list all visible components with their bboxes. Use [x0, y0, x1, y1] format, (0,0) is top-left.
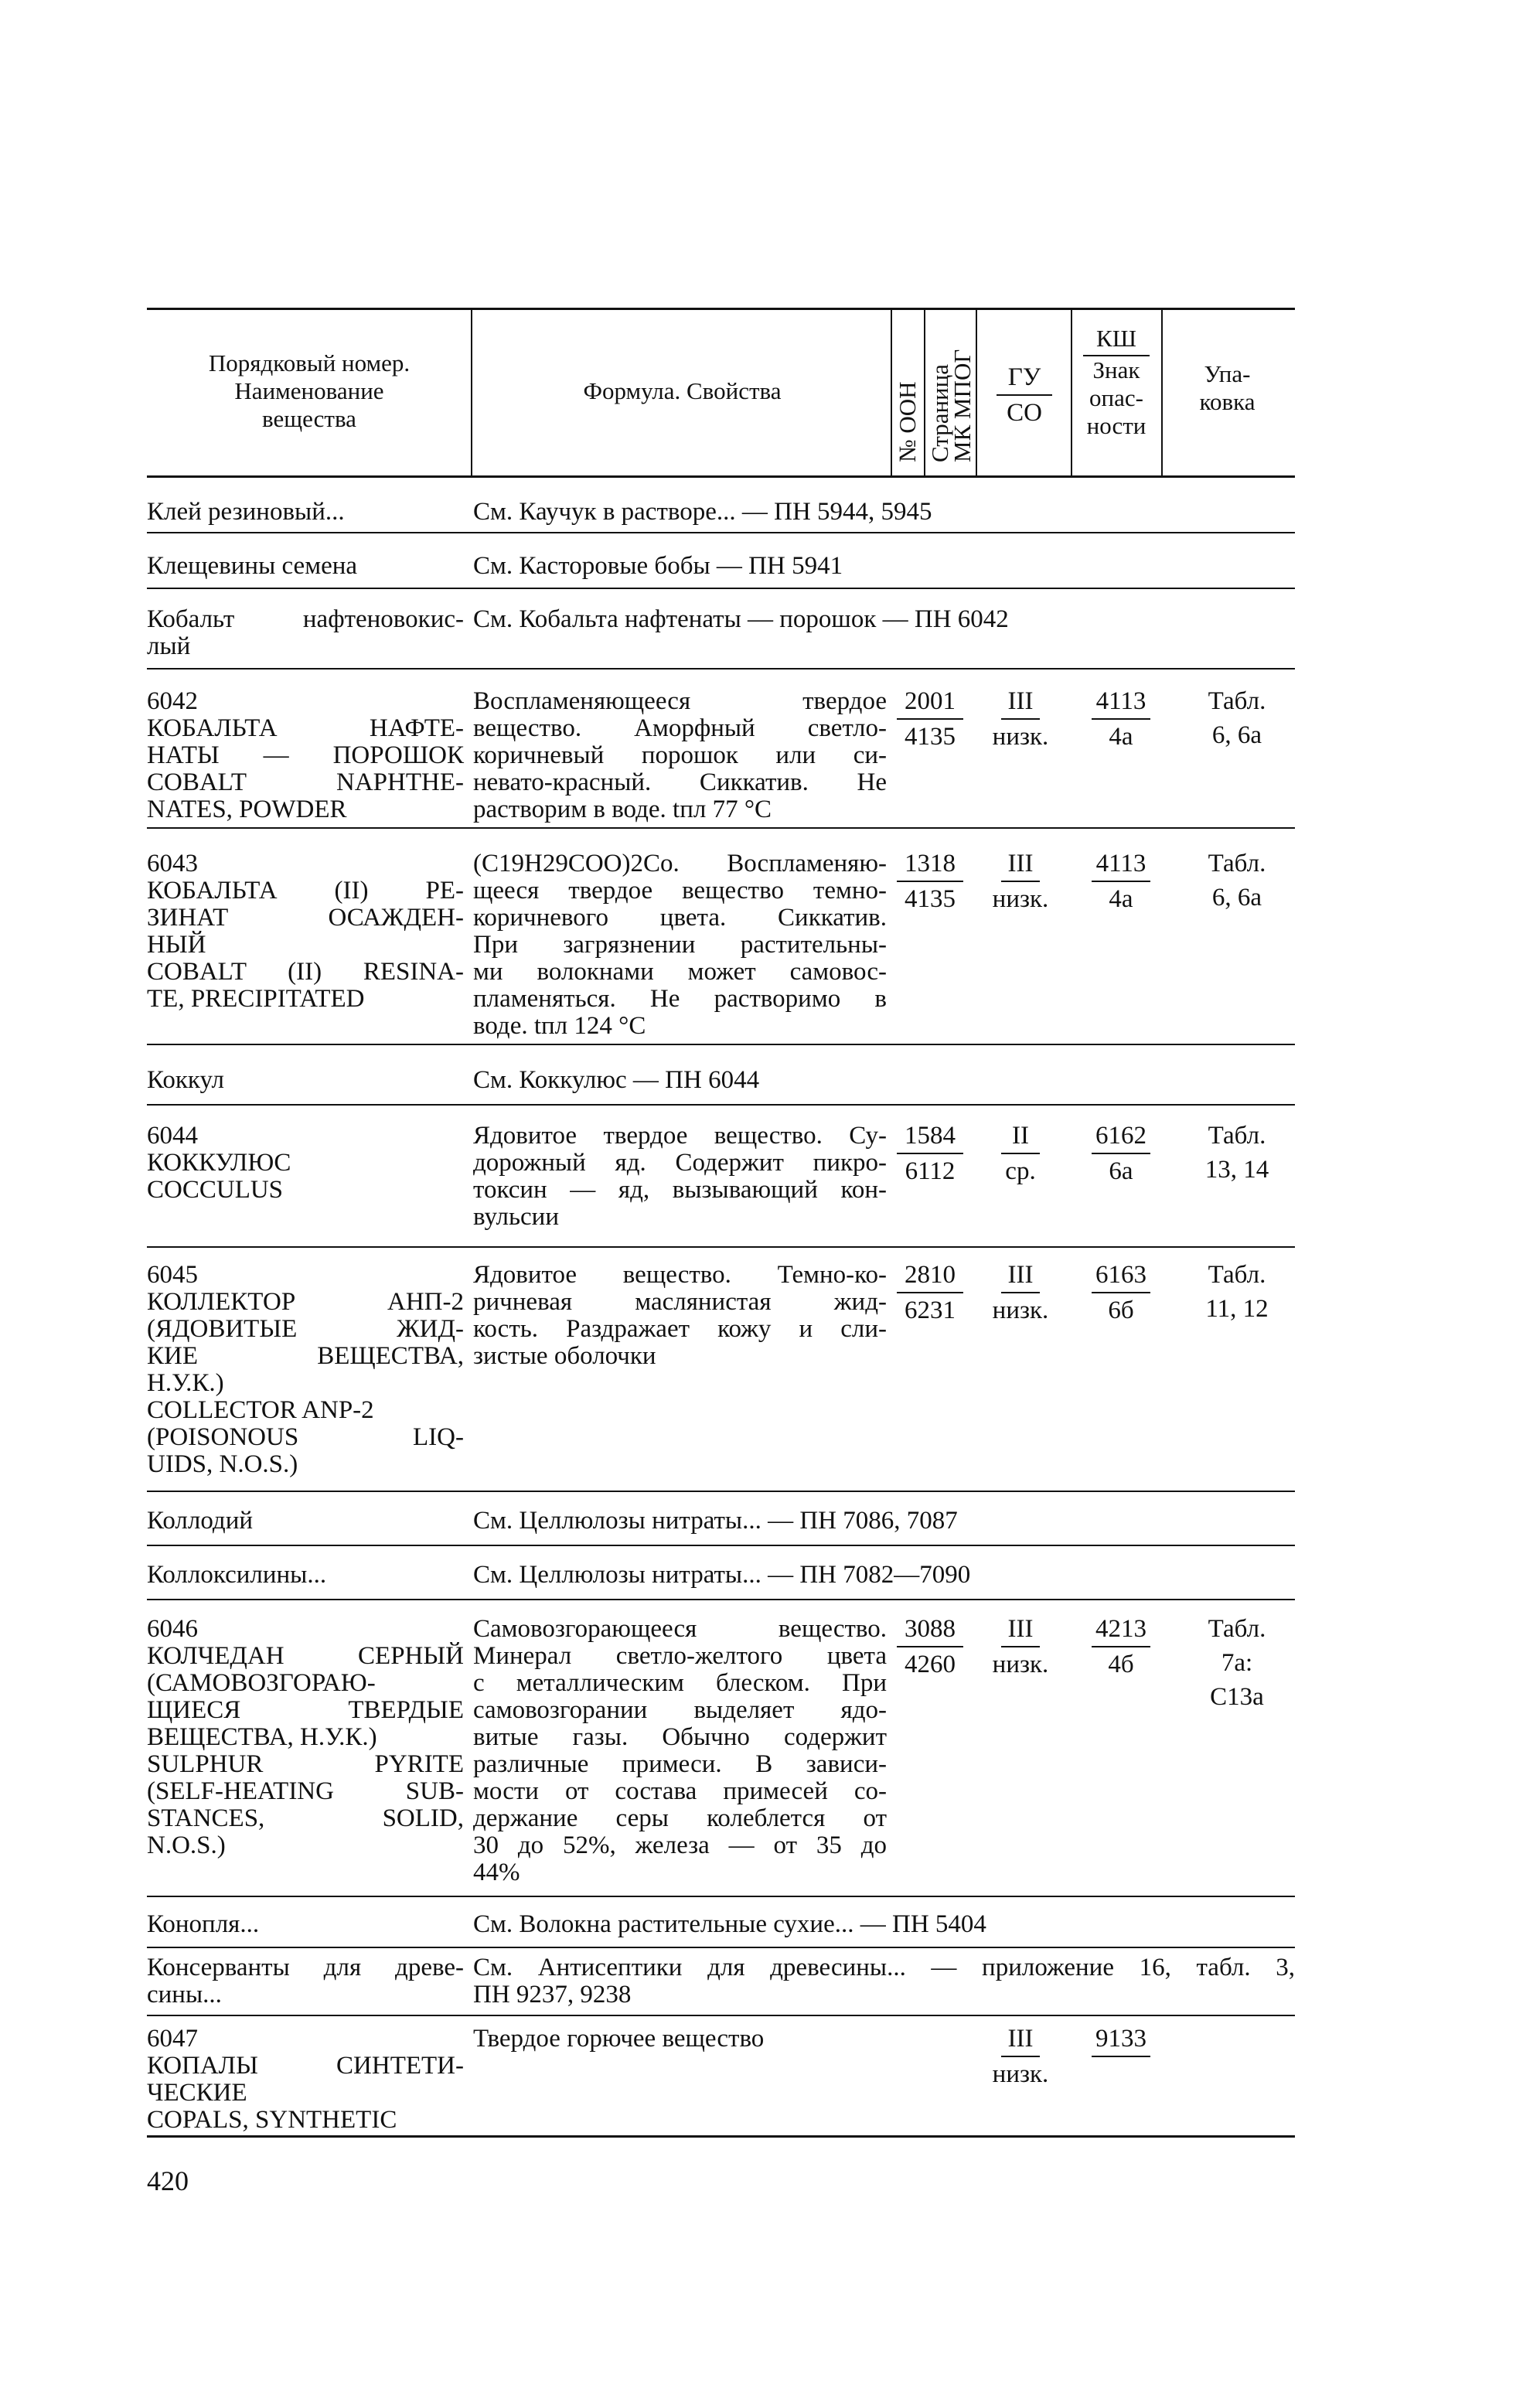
entry-ksh: 9133 [1078, 2022, 1164, 2057]
ref-name: Коккул [147, 1066, 224, 1094]
header-formula: Формула. Свойства [583, 377, 782, 404]
entry-properties: Самовозгорающееся вещество. Минерал светло-желтого цвета с металлическим блеском. При самовозгорании выделяет ядо- витые газы. Обычно содержит различные примеси. В зависи- мости от состава примесей со- держание серы колеблется от 30 до 52%, железа — от 35 до 44% [473, 1615, 887, 1886]
header-divider [1071, 309, 1072, 475]
ref-name: Конопля... [147, 1910, 260, 1938]
header-oon: № ООН [894, 381, 921, 462]
ref-name: Консерванты для древе- сины... [147, 1954, 464, 2009]
header-pack: Упа- ковка [1199, 360, 1256, 415]
header-top-rule [147, 308, 1295, 310]
entry-pack: Табл. 13, 14 [1204, 1122, 1269, 1184]
entry-name: 6045 КОЛЛЕКТОР АНП-2 (ЯДОВИТЫЕ ЖИД- КИЕ ВЕЩЕСТВА, Н.У.К.) COLLECTOR ANP-2 (POISONOUS LIQ- UIDS, N.O.S.) [147, 1261, 464, 1478]
entry-pack: Табл. 6, 6a [1208, 687, 1266, 749]
header-ksh-sign: КШ Знак опас- ности [1075, 322, 1158, 440]
entry-oon-page: 3088 4260 [888, 1612, 973, 1681]
entry-name: 6043 КОБАЛЬТА (II) РЕ- ЗИНАТ ОСАЖДЕН- НЫЙ COBALT (II) RESINA- TE, PRECIPITATED [147, 850, 464, 1013]
ref-name: Кобальт нафтеновокис- лый [147, 605, 464, 660]
entry-gu-co: III низк. [992, 1261, 1049, 1324]
row-rule [147, 2015, 1295, 2016]
header-page-line2: МК МПОГ [949, 349, 976, 462]
row-rule [147, 532, 1295, 533]
entry-properties: (C19H29COO)2Co. Воспламеняю- щееся твердое вещество темно- коричневого цвета. Сиккатив. При загрязнении растительны- ми волокнами может самовос- пламеняться. Не растворимо в воде. tпл 124 °C [473, 850, 887, 1040]
entry-gu-co: III низк. [992, 2025, 1049, 2088]
entry-oon-page: 2001 4135 [888, 684, 973, 754]
table-bottom-rule [147, 2135, 1295, 2138]
ref-text: См. Коккулюс — ПН 6044 [473, 1066, 760, 1094]
row-rule [147, 827, 1295, 829]
entry-oon-page: 1318 4135 [888, 847, 973, 916]
header-divider [1161, 309, 1163, 475]
header-divider [891, 309, 892, 475]
row-rule [147, 1947, 1295, 1948]
row-rule [147, 1491, 1295, 1492]
entry-ksh-sign: 6163 6б [1078, 1258, 1164, 1327]
entry-ksh-sign: 4113 4a [1078, 847, 1164, 916]
entry-ksh-sign: 6162 6a [1078, 1119, 1164, 1188]
ref-name: Клей резиновый... [147, 498, 345, 526]
entry-gu-co: III низк. [992, 850, 1049, 913]
entry-name: 6044 КОККУЛЮС COCCULUS [147, 1122, 291, 1204]
ref-name: Коллоксилины... [147, 1561, 327, 1589]
entry-pack: Табл. 6, 6a [1208, 850, 1266, 911]
header-bottom-rule [147, 475, 1295, 478]
row-rule [147, 1044, 1295, 1045]
entry-ksh-sign: 4213 4б [1078, 1612, 1164, 1681]
entry-pack: Табл. 11, 12 [1205, 1261, 1269, 1323]
ref-text: См. Касторовые бобы — ПН 5941 [473, 552, 843, 580]
entry-properties: Твердое горючее вещество [473, 2025, 765, 2053]
ref-text: См. Каучук в растворе... — ПН 5944, 5945 [473, 498, 932, 526]
entry-name: 6047 КОПАЛЫ СИНТЕТИ- ЧЕСКИЕ COPALS, SYNTHETIC [147, 2025, 464, 2134]
entry-oon-page: 2810 6231 [888, 1258, 973, 1327]
header-name: Порядковый номер. Наименование вещества [208, 349, 411, 432]
header-divider [471, 309, 472, 475]
entry-name: 6042 КОБАЛЬТА НАФТЕ- НАТЫ — ПОРОШОК COBALT NAPHTHE- NATES, POWDER [147, 687, 464, 823]
entry-gu-co: III низк. [992, 687, 1049, 751]
entry-gu-co: II ср. [982, 1119, 1059, 1188]
entry-pack: Табл. 7a: C13a [1208, 1615, 1266, 1711]
ref-text: См. Волокна растительные сухие... — ПН 5404 [473, 1910, 986, 1938]
header-gu-co: ГУ СО [990, 360, 1059, 430]
ref-name: Клещевины семена [147, 552, 358, 580]
entry-ksh-sign: 4113 4a [1078, 684, 1164, 754]
entry-gu-co: III низк. [992, 1615, 1049, 1678]
entry-properties: Воспламеняющееся твердое вещество. Аморфный светло- коричневый порошок или си- невато-красный. Сиккатив. Не растворим в воде. tпл 77 °C [473, 687, 887, 823]
ref-text: См. Целлюлозы нитраты... — ПН 7086, 7087 [473, 1507, 958, 1535]
page-number: 420 [147, 2165, 189, 2196]
header-page-line1: Страница [926, 364, 953, 462]
entry-name: 6046 КОЛЧЕДАН СЕРНЫЙ (САМОВОЗГОРАЮ- ЩИЕСЯ ТВЕРДЫЕ ВЕЩЕСТВА, Н.У.К.) SULPHUR PYRITE (SELF-HEATING SUB- STANCES, SOLID, N.O.S.) [147, 1615, 464, 1859]
row-rule [147, 668, 1295, 670]
row-rule [147, 1545, 1295, 1546]
ref-name: Коллодий [147, 1507, 254, 1535]
ref-text: См. Целлюлозы нитраты... — ПН 7082—7090 [473, 1561, 971, 1589]
ref-text: См. Кобальта нафтенаты — порошок — ПН 6042 [473, 605, 1009, 633]
entry-oon-page: 1584 6112 [888, 1119, 973, 1188]
row-rule [147, 588, 1295, 589]
row-rule [147, 1246, 1295, 1248]
row-rule [147, 1599, 1295, 1600]
entry-properties: Ядовитое твердое вещество. Су- дорожный яд. Содержит пикро- токсин — яд, вызывающий кон- вульсии [473, 1122, 887, 1231]
ref-text: См. Антисептики для древесины... — приложение 16, табл. 3, ПН 9237, 9238 [473, 1954, 1295, 2009]
entry-properties: Ядовитое вещество. Темно-ко- ричневая маслянистая жид- кость. Раздражает кожу и сли- зистые оболочки [473, 1261, 887, 1370]
row-rule [147, 1896, 1295, 1897]
row-rule [147, 1104, 1295, 1106]
